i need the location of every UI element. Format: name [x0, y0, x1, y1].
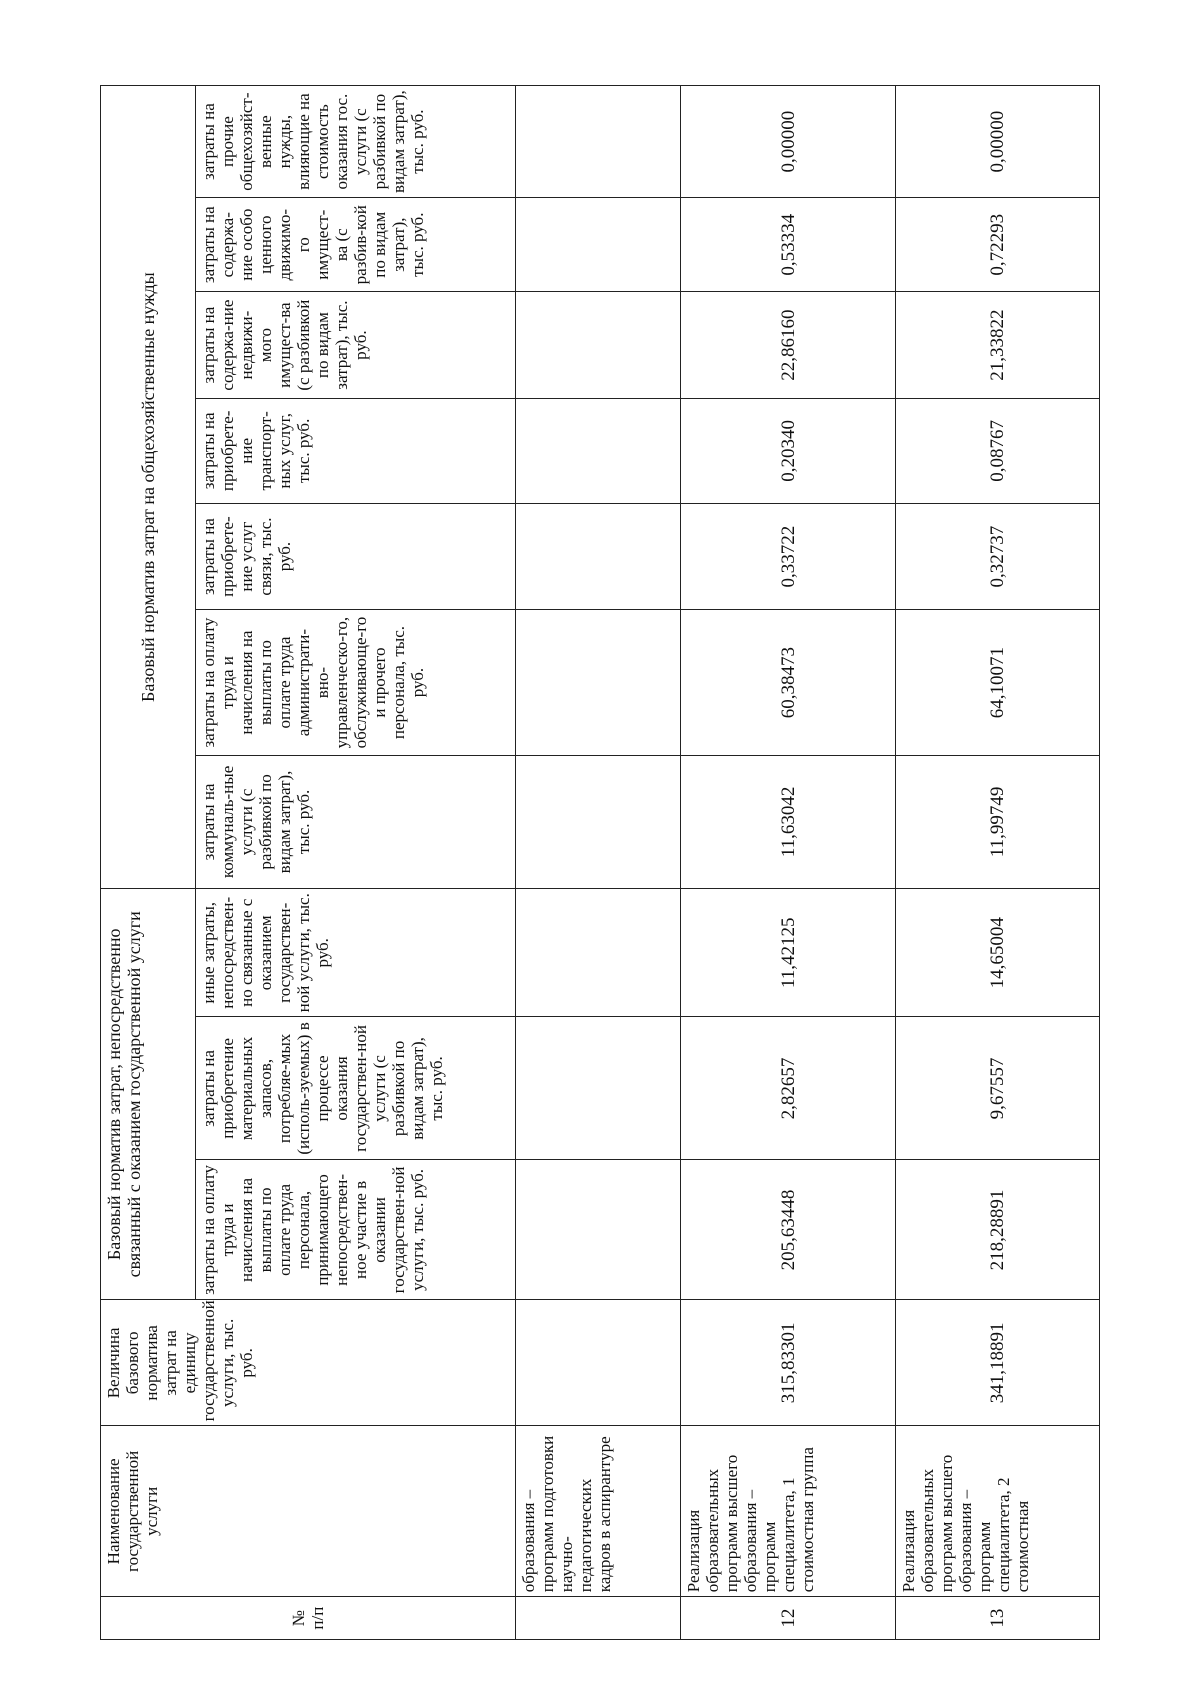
header-admin-labor: затраты на оплату труда и начисления на выплаты по оплате труда администрати-вно-управленческо-го, обслуживающе-го и прочего персонала, тыс. руб.	[195, 610, 516, 755]
row-service-name: Реализация образовательных программ высшего образования – программ специалитета, 1 стоимостная группа	[680, 1426, 896, 1597]
header-service-name: Наименование государственной услуги	[101, 1426, 516, 1597]
direct-labor-value: 205,63448	[680, 1160, 896, 1300]
base-norm-value: 341,18891	[896, 1300, 1100, 1426]
header-utilities: затраты на коммуналь-ные услуги (с разбивкой по видам затрат), тыс. руб.	[195, 755, 516, 889]
transport-value: 0,08767	[896, 399, 1100, 504]
header-base-norm: Величина базового норматива затрат на единицу государственной услуги, тыс. руб.	[101, 1300, 516, 1426]
communications-value: 0,32737	[896, 503, 1100, 610]
direct-materials-value: 2,82657	[680, 1017, 896, 1160]
movable-property-value: 0,53334	[680, 198, 896, 292]
header-other-general: затраты на прочие общехозяйст-венные нужды, влияющие на стоимость оказания гос. услуги (с разбивкой по видам затрат), тыс. руб.	[195, 86, 516, 198]
header-general-group: Базовый норматив затрат на общехозяйственные нужды	[101, 86, 196, 889]
base-norm-value: 315,83301	[680, 1300, 896, 1426]
row-cell	[516, 292, 680, 399]
header-communications: затраты на приобрете-ние услуг связи, тыс. руб.	[195, 503, 516, 610]
row-cell	[516, 198, 680, 292]
row-cell	[516, 889, 680, 1017]
row-cell	[516, 399, 680, 504]
row-cell	[516, 1017, 680, 1160]
other-general-value: 0,00000	[680, 86, 896, 198]
row-number	[516, 1597, 680, 1640]
header-transport: затраты на приобрете-ние транспорт-ных услуг, тыс. руб.	[195, 399, 516, 504]
admin-labor-value: 64,10071	[896, 610, 1100, 755]
row-cell	[516, 610, 680, 755]
direct-other-value: 11,42125	[680, 889, 896, 1017]
rotated-table-wrapper	[100, 85, 1100, 1640]
table-row	[680, 86, 896, 1640]
direct-labor-value: 218,28891	[896, 1160, 1100, 1300]
header-no: № п/п	[101, 1597, 516, 1640]
row-cell	[516, 86, 680, 198]
header-real-estate: затраты на содержа-ние недвижи-мого имущест-ва (с разбивкой по видам затрат), тыс. руб.	[195, 292, 516, 399]
cost-norms-table	[100, 85, 1100, 1640]
header-direct-group: Базовый норматив затрат, непосредственно связанный с оказанием государственной услуги	[101, 889, 196, 1300]
row-cell	[516, 1300, 680, 1426]
transport-value: 0,20340	[680, 399, 896, 504]
row-service-name: Реализация образовательных программ высшего образования – программ специалитета, 2 стоимостная	[896, 1426, 1100, 1597]
row-cell	[516, 755, 680, 889]
real-estate-value: 21,33822	[896, 292, 1100, 399]
table-row	[516, 86, 680, 1640]
row-cell	[516, 503, 680, 610]
movable-property-value: 0,72293	[896, 198, 1100, 292]
header-direct-other: иные затраты, непосредствен-но связанные с оказанием государствен-ной услуги, тыс. руб.	[195, 889, 516, 1017]
direct-materials-value: 9,67557	[896, 1017, 1100, 1160]
row-number: 13	[896, 1597, 1100, 1640]
direct-other-value: 14,65004	[896, 889, 1100, 1017]
header-direct-labor: затраты на оплату труда и начисления на выплаты по оплате труда персонала, принимающего непосредствен-ное участие в оказании государствен-ной услуги, тыс. руб.	[195, 1160, 516, 1300]
table-row	[896, 86, 1100, 1640]
utilities-value: 11,63042	[680, 755, 896, 889]
row-service-name: образования – программ подготовки научно-педагогических кадров в аспирантуре	[516, 1426, 680, 1597]
header-movable-property: затраты на содержа-ние особо ценного движимо-го имущест-ва (с разбив-кой по видам затрат), тыс. руб.	[195, 198, 516, 292]
real-estate-value: 22,86160	[680, 292, 896, 399]
admin-labor-value: 60,38473	[680, 610, 896, 755]
communications-value: 0,33722	[680, 503, 896, 610]
row-number: 12	[680, 1597, 896, 1640]
header-direct-materials: затраты на приобретение материальных запасов, потребляе-мых (исполь-зуемых) в процессе оказания государствен-ной услуги (с разбивкой по видам затрат), тыс. руб.	[195, 1017, 516, 1160]
row-cell	[516, 1160, 680, 1300]
other-general-value: 0,00000	[896, 86, 1100, 198]
utilities-value: 11,99749	[896, 755, 1100, 889]
